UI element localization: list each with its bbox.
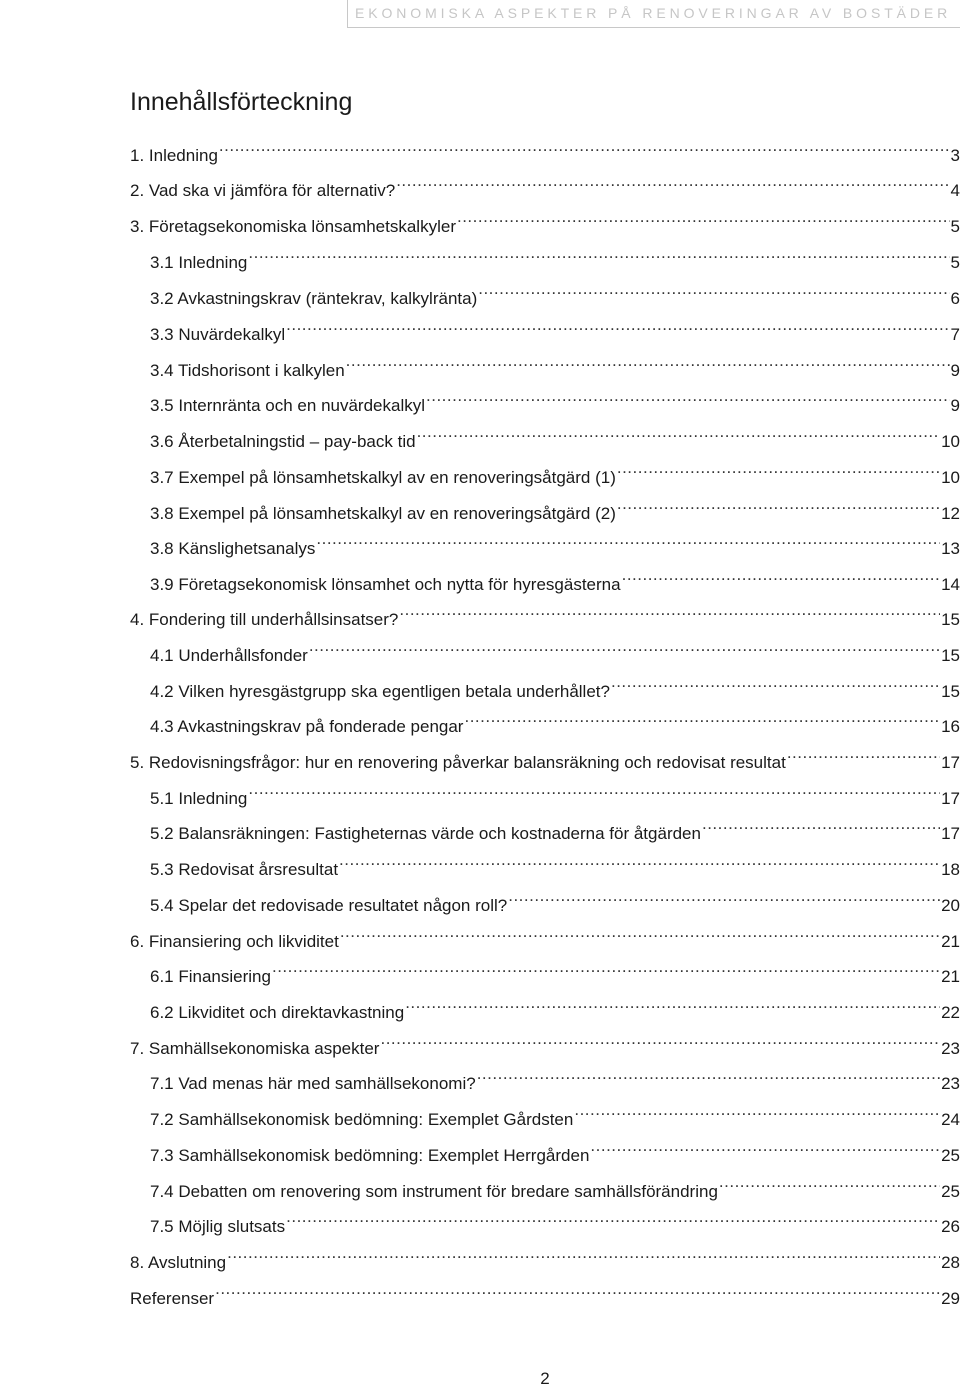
toc-entry-label: 3.6 Återbetalningstid – pay-back tid (150, 432, 416, 451)
toc-dot-leader (611, 675, 940, 697)
toc-entry-page: 15 (941, 646, 960, 665)
toc-entry[interactable] (130, 174, 960, 202)
toc-entry-label: 3. Företagsekonomiska lönsamhetskalkyler (130, 217, 456, 236)
toc-entry-page: 24 (941, 1110, 960, 1129)
toc-entry[interactable] (150, 318, 960, 346)
toc-entry-page: 18 (941, 860, 960, 879)
toc-entry-page: 28 (941, 1253, 960, 1272)
toc-entry-label: 3.1 Inledning (150, 253, 248, 272)
toc-entry-label: Referenser (130, 1289, 215, 1308)
toc-entry-page: 9 (950, 361, 960, 380)
toc-entry-page: 23 (941, 1039, 960, 1058)
toc-entry-label: 3.2 Avkastningskrav (räntekrav, kalkylränta) (150, 289, 478, 308)
toc-dot-leader (248, 782, 940, 804)
toc-entry-page: 15 (941, 610, 960, 629)
toc-dot-leader (316, 532, 940, 554)
toc-entry[interactable] (150, 675, 960, 703)
toc-entry-page: 10 (941, 468, 960, 487)
toc-dot-leader (272, 960, 940, 982)
toc-entry-page: 7 (950, 325, 960, 344)
toc-entry-label: 7. Samhällsekonomiska aspekter (130, 1039, 380, 1058)
toc-entry[interactable] (150, 1210, 960, 1238)
toc-entry-page: 14 (941, 575, 960, 594)
toc-dot-leader (399, 603, 940, 625)
toc-entry-page: 29 (941, 1289, 960, 1308)
toc-entry-page: 25 (941, 1182, 960, 1201)
toc-entry-label: 4.3 Avkastningskrav på fonderade pengar (150, 717, 464, 736)
toc-entry-label: 7.3 Samhällsekonomisk bedömning: Exemplet Herrgården (150, 1146, 590, 1165)
toc-entry[interactable] (150, 960, 960, 988)
toc-entry[interactable] (130, 1246, 960, 1274)
toc-dot-leader (286, 1210, 940, 1232)
toc-entry-label: 1. Inledning (130, 146, 218, 165)
toc-entry[interactable] (150, 1139, 960, 1167)
toc-entry-label: 7.5 Möjlig slutsats (150, 1217, 286, 1236)
page-number: 2 (540, 1369, 550, 1388)
toc-dot-leader (508, 889, 940, 911)
toc-entry[interactable] (150, 1175, 960, 1203)
toc-dot-leader (719, 1175, 940, 1197)
toc-title: Innehållsförteckning (130, 88, 353, 116)
toc-entry-page: 12 (941, 504, 960, 523)
toc-entry[interactable] (150, 1103, 960, 1131)
toc-dot-leader (417, 425, 941, 447)
toc-entry-label: 3.8 Känslighetsanalys (150, 539, 316, 558)
toc-entry-page: 25 (941, 1146, 960, 1165)
toc-entry[interactable] (150, 497, 960, 525)
toc-entry[interactable] (150, 354, 960, 382)
toc-entry[interactable] (150, 889, 960, 917)
toc-entry[interactable] (150, 996, 960, 1024)
toc-dot-leader (380, 1032, 940, 1054)
toc-entry-label: 5.3 Redovisat årsresultat (150, 860, 339, 879)
toc-entry-page: 5 (950, 253, 960, 272)
toc-entry-label: 3.5 Internränta och en nuvärdekalkyl (150, 396, 426, 415)
toc-entry-page: 26 (941, 1217, 960, 1236)
toc-dot-leader (340, 925, 940, 947)
toc-dot-leader (457, 210, 950, 232)
toc-dot-leader (339, 853, 940, 875)
toc-entry-label: 3.9 Företagsekonomisk lönsamhet och nytta för hyresgästerna (150, 575, 621, 594)
toc-entry-label: 4.2 Vilken hyresgästgrupp ska egentligen betala underhållet? (150, 682, 610, 701)
toc-entry[interactable] (150, 532, 960, 560)
toc-entry-page: 3 (950, 146, 960, 165)
toc-entry[interactable] (130, 139, 960, 167)
toc-entry-page: 17 (941, 753, 960, 772)
toc-entry-page: 17 (941, 824, 960, 843)
toc-entry-page: 16 (941, 717, 960, 736)
toc-entry-label: 4.1 Underhållsfonder (150, 646, 308, 665)
toc-entry-page: 13 (941, 539, 960, 558)
toc-entry-label: 3.7 Exempel på lönsamhetskalkyl av en renoveringsåtgärd (1) (150, 468, 616, 487)
toc-entry-page: 4 (950, 181, 960, 200)
toc-entry[interactable] (150, 461, 960, 489)
toc-dot-leader (617, 461, 940, 483)
toc-entry-page: 23 (941, 1074, 960, 1093)
toc-entry-label: 3.3 Nuvärdekalkyl (150, 325, 286, 344)
toc-entry[interactable] (130, 1282, 960, 1310)
toc-entry[interactable] (150, 282, 960, 310)
toc-entry[interactable] (150, 853, 960, 881)
toc-entry-label: 8. Avslutning (130, 1253, 227, 1272)
toc-dot-leader (617, 497, 940, 519)
toc-entry-label: 4. Fondering till underhållsinsatser? (130, 610, 399, 629)
toc-entry[interactable] (130, 1032, 960, 1060)
toc-entry[interactable] (150, 639, 960, 667)
toc-entry-page: 21 (941, 967, 960, 986)
toc-entry-label: 7.1 Vad menas här med samhällsekonomi? (150, 1074, 476, 1093)
toc-entry[interactable] (150, 389, 960, 417)
toc-dot-leader (286, 318, 949, 340)
toc-dot-leader (426, 389, 950, 411)
toc-entry-page: 5 (950, 217, 960, 236)
toc-entry[interactable] (130, 210, 960, 238)
toc-dot-leader (702, 817, 940, 839)
toc-dot-leader (574, 1103, 940, 1125)
toc-dot-leader (309, 639, 940, 661)
toc-entry-page: 22 (941, 1003, 960, 1022)
toc-entry-label: 7.2 Samhällsekonomisk bedömning: Exemplet Gårdsten (150, 1110, 574, 1129)
toc-dot-leader (622, 568, 940, 590)
toc-entry[interactable] (130, 746, 960, 774)
toc-entry-page: 9 (950, 396, 960, 415)
toc-dot-leader (477, 1067, 940, 1089)
toc-entry-label: 6.1 Finansiering (150, 967, 271, 986)
toc-entry-page: 20 (941, 896, 960, 915)
toc-entry[interactable] (130, 925, 960, 953)
toc-entry-page: 17 (941, 789, 960, 808)
toc-entry-label: 5. Redovisningsfrågor: hur en renovering påverkar balansräkning och redovisat resultat (130, 753, 786, 772)
toc-dot-leader (478, 282, 949, 304)
toc-dot-leader (219, 139, 950, 161)
toc-entry-label: 6.2 Likviditet och direktavkastning (150, 1003, 405, 1022)
toc-entry-label: 7.4 Debatten om renovering som instrument för bredare samhällsförändring (150, 1182, 718, 1201)
toc-entry[interactable] (150, 425, 960, 453)
toc-dot-leader (405, 996, 940, 1018)
toc-entry[interactable] (150, 710, 960, 738)
toc-entry-label: 5.1 Inledning (150, 789, 248, 808)
toc-dot-leader (787, 746, 940, 768)
toc-dot-leader (464, 710, 940, 732)
toc-entry-page: 6 (950, 289, 960, 308)
toc-entry[interactable] (150, 817, 960, 845)
toc-dot-leader (346, 354, 950, 376)
toc-entry-label: 3.4 Tidshorisont i kalkylen (150, 361, 345, 380)
toc-entry-page: 21 (941, 932, 960, 951)
toc-dot-leader (227, 1246, 940, 1268)
toc-dot-leader (590, 1139, 940, 1161)
toc-entry[interactable] (150, 782, 960, 810)
toc-dot-leader (215, 1282, 940, 1304)
toc-entry[interactable] (130, 603, 960, 631)
toc-entry[interactable] (150, 1067, 960, 1095)
running-header: EKONOMISKA ASPEKTER PÅ RENOVERINGAR AV BOSTÄDER (355, 5, 952, 21)
toc-entry-page: 15 (941, 682, 960, 701)
toc-entry-label: 2. Vad ska vi jämföra för alternativ? (130, 181, 396, 200)
toc-dot-leader (396, 174, 949, 196)
toc-entry[interactable] (150, 568, 960, 596)
toc-entry-label: 5.4 Spelar det redovisade resultatet någon roll? (150, 896, 508, 915)
toc-dot-leader (248, 246, 949, 268)
toc-entry-label: 6. Finansiering och likviditet (130, 932, 339, 951)
toc-entry[interactable] (150, 246, 960, 274)
toc-entry-label: 3.8 Exempel på lönsamhetskalkyl av en renoveringsåtgärd (2) (150, 504, 616, 523)
toc-entry-label: 5.2 Balansräkningen: Fastigheternas värde och kostnaderna för åtgärden (150, 824, 701, 843)
toc-entry-page: 10 (941, 432, 960, 451)
